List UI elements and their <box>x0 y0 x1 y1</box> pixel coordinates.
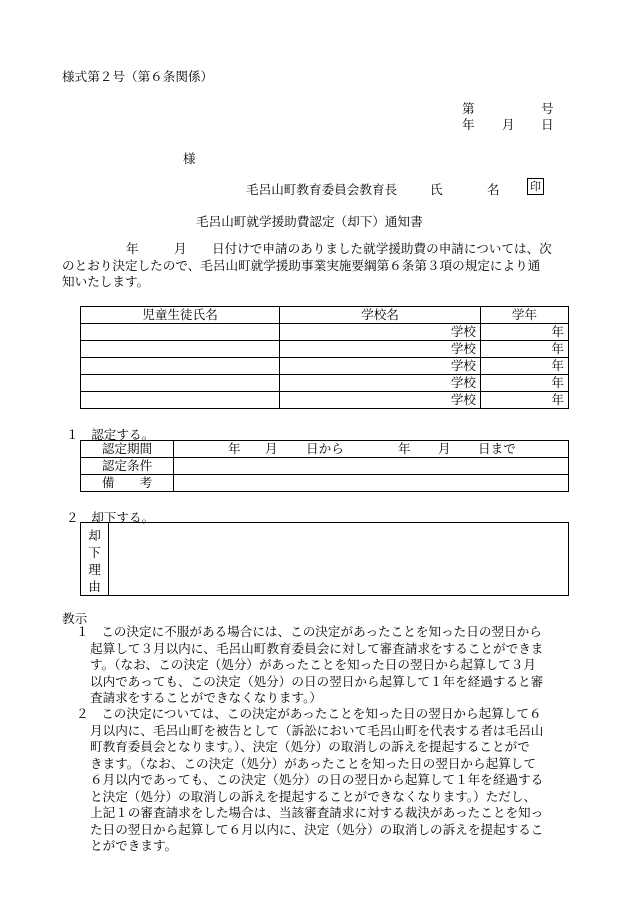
notice-1-line: 以内であっても、この決定（処分）の日の翌日から起算して１年を経過すると審 <box>90 673 544 689</box>
reason-char: 下 <box>88 545 101 560</box>
period-label: 認定期間 <box>81 441 174 458</box>
intro-year: 年 <box>126 241 139 256</box>
table-row <box>81 375 569 392</box>
notice-2-line: と決定（処分）の取消しの訴えを提起することができなくなります。）ただし、 <box>90 788 537 804</box>
grade-cell[interactable]: 年 <box>481 341 569 358</box>
school-name-cell[interactable]: 学校 <box>280 375 481 392</box>
period-month-2: 月 <box>438 441 451 456</box>
intro-line-1: 日付けで申請のありました就学援助費の申請については、次 <box>212 241 552 256</box>
remarks-label: 備 考 <box>81 475 174 492</box>
notice-2-line: た日の翌日から起算して６月以内に、決定（処分）の取消しの訴えを提起するこ <box>90 821 544 837</box>
rejection-row <box>81 523 569 596</box>
period-value[interactable] <box>174 441 569 458</box>
notice-1-line: す。（なお、この決定（処分）があったことを知った日の翌日から起算して３月 <box>90 657 536 672</box>
intro-line-2: のとおり決定したので、毛呂山町就学援助事業実施要綱第６条第３項の規定により通 <box>62 257 541 273</box>
period-year-2: 年 <box>398 441 411 456</box>
approval-table <box>80 440 569 492</box>
day-label: 日 <box>541 117 554 132</box>
period-from: 日から <box>306 441 344 456</box>
remarks-row <box>81 475 569 492</box>
students-table <box>80 306 569 409</box>
student-name-cell[interactable] <box>81 358 280 375</box>
notice-2-line: きます。（なお、この決定（処分）があったことを知った日の翌日から起算して <box>90 755 536 771</box>
header-grade: 学年 <box>481 307 569 324</box>
header-school-name: 学校名 <box>280 307 481 324</box>
rejection-reason-value[interactable] <box>109 523 569 596</box>
reason-char: 理 <box>88 562 101 577</box>
section-2-heading: ２ 却下する。 <box>66 510 155 525</box>
addressee: 様 <box>183 151 196 166</box>
notice-heading: 教示 <box>62 611 88 626</box>
conditions-value[interactable] <box>174 458 569 475</box>
notice-2-line: ２ この決定については、この決定があったことを知った日の翌日から起算して６ <box>76 706 542 721</box>
notice-1-line: 起算して３月以内に、毛呂山町教育委員会に対して審査請求をすることができま <box>90 640 544 656</box>
period-to: 日まで <box>478 441 516 456</box>
notice-2-line: 月以内に、毛呂山町を被告として（訴訟において毛呂山町を代表する者は毛呂山 <box>90 722 544 738</box>
grade-cell[interactable]: 年 <box>481 324 569 341</box>
notice-2-line: とができます。 <box>90 838 178 853</box>
form-number: 様式第２号（第６条関係） <box>62 69 214 84</box>
seal-mark: 印 <box>527 178 544 195</box>
period-row <box>81 441 569 458</box>
notice-item-2 <box>76 706 543 855</box>
intro-line-3: 知いたします。 <box>62 274 150 289</box>
table-row <box>81 324 569 341</box>
period-month-1: 月 <box>265 441 278 456</box>
grade-cell[interactable]: 年 <box>481 358 569 375</box>
notice-2-line: 町教育委員会となります。）、決定（処分）の取消しの訴えを提起することがで <box>90 739 530 754</box>
table-row <box>81 392 569 409</box>
school-name-cell[interactable]: 学校 <box>280 341 481 358</box>
document-title: 毛呂山町就学援助費認定（却下）通知書 <box>196 214 423 229</box>
notice-1-line: 査請求をすることができなくなります。） <box>90 690 322 705</box>
section-1-heading: １ 認定する。 <box>66 427 155 442</box>
intro-month: 月 <box>174 241 187 256</box>
student-name-cell[interactable] <box>81 375 280 392</box>
go-label: 号 <box>541 101 554 116</box>
remarks-value[interactable] <box>174 475 569 492</box>
school-name-cell[interactable]: 学校 <box>280 324 481 341</box>
month-label: 月 <box>502 117 515 132</box>
year-label: 年 <box>462 117 475 132</box>
dai-label: 第 <box>462 101 475 116</box>
shi-label: 氏 <box>430 182 443 197</box>
conditions-label: 認定条件 <box>81 458 174 475</box>
students-table-header <box>81 307 569 324</box>
mei-label: 名 <box>487 182 500 197</box>
issuer-title: 毛呂山町教育委員会教育長 <box>246 182 398 197</box>
student-name-cell[interactable] <box>81 324 280 341</box>
notice-item-1 <box>76 624 543 707</box>
reason-char: 由 <box>88 579 101 594</box>
conditions-row <box>81 458 569 475</box>
student-name-cell[interactable] <box>81 341 280 358</box>
table-row <box>81 341 569 358</box>
table-row <box>81 358 569 375</box>
school-name-cell[interactable]: 学校 <box>280 392 481 409</box>
student-name-cell[interactable] <box>81 392 280 409</box>
notice-2-line: ６月以内であっても、この決定（処分）の日の翌日から起算して１年を経過する <box>90 772 544 787</box>
school-name-cell[interactable]: 学校 <box>280 358 481 375</box>
period-year-1: 年 <box>228 441 241 456</box>
rejection-table <box>80 522 569 596</box>
grade-cell[interactable]: 年 <box>481 375 569 392</box>
notice-1-line: １ この決定に不服がある場合には、この決定があったことを知った日の翌日から <box>76 624 542 639</box>
reason-char: 却 <box>88 528 101 543</box>
header-student-name: 児童生徒氏名 <box>81 307 280 324</box>
grade-cell[interactable]: 年 <box>481 392 569 409</box>
rejection-reason-label <box>81 523 109 596</box>
notice-2-line: 上記１の審査請求をした場合は、当該審査請求に対する裁決があったことを知っ <box>90 805 544 820</box>
